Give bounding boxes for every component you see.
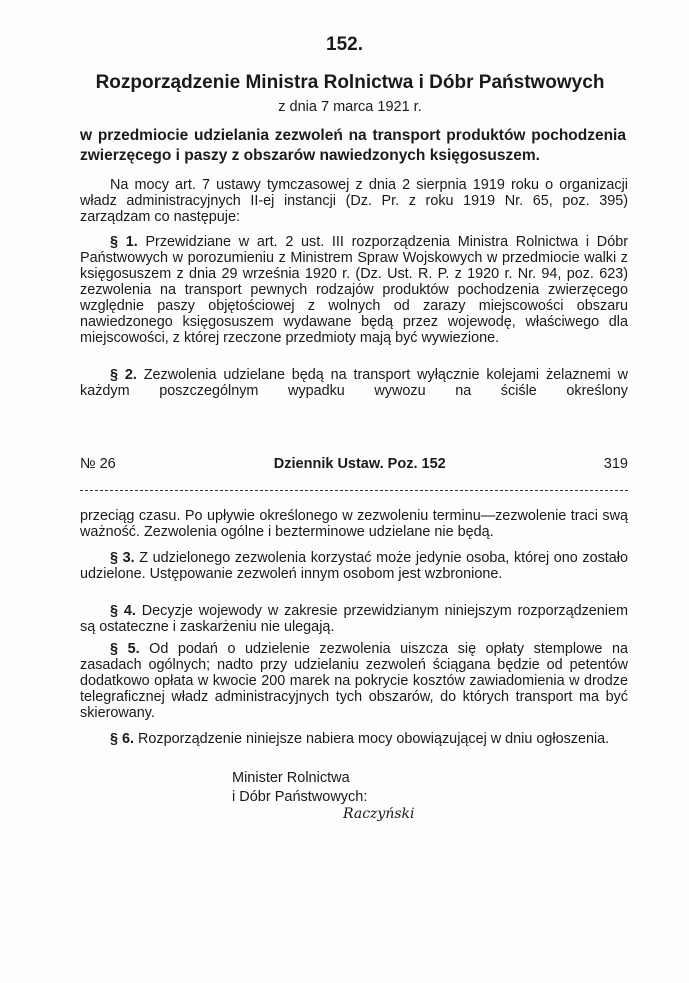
section-3-mark: § 3. [110,550,135,566]
signatory-title-1: Minister Rolnictwa [232,770,350,786]
section-6-text: Rozporządzenie niniejsze nabiera mocy obowiązującej w dniu ogłoszenia. [138,731,610,747]
section-3-text: Z udzielonego zezwolenia korzystać może jedynie osoba, której ono zostało udzielone. Ustępowanie zezwoleń innym osobom jest wzbronione. [80,550,628,582]
section-4 [80,603,628,635]
section-1-text: Przewidziane w art. 2 ust. III rozporządzenia Ministra Rolnictwa i Dóbr Państwowych w porozumieniu z Ministrem Spraw Wojskowych w przedmiocie walki z księgosuszem z dnia 29 września 1920 r. (Dz. Ust. R. P. z 1920 r. Nr. 94, poz. 623) zezwolenia na transport pewnych rodzajów produktów pochodzenia zwierzęcego względnie paszy objętościowej z wolnych od zarazy miejscowości obszaru nawiedzonego księgosuszem wydawane będą przez wojewodę, właściwego dla miejscowości, z której rzeczone przedmioty mają być wywiezione. [80,234,628,346]
signatory-title-2: i Dóbr Państwowych: [232,789,368,805]
footer-divider [80,490,628,491]
page-footer [80,456,628,472]
document-number: 152. [326,34,363,55]
intro-text: Na mocy art. 7 ustawy tymczasowej z dnia 2 sierpnia 1919 roku o organizacji władz administracyjnych II-ej instancji (Dz. Pr. z roku 1919 Nr. 65, poz. 395) zarządzam co następuje: [80,177,628,225]
section-2-text-b: przeciąg czasu. Po upływie określonego w zezwoleniu terminu—zezwolenie traci swą ważność. Zezwolenia ogólne i bezterminowe udzielane nie będą. [80,508,628,540]
document-date: z dnia 7 marca 1921 r. [278,99,422,115]
section-3 [80,550,628,582]
signatory-name: Raczyński [343,806,415,822]
section-4-mark: § 4. [110,603,136,619]
document-subject: w przedmiocie udzielania zezwoleń na transport produktów pochodzenia zwierzęcego i paszy z obszarów nawiedzonych księgosuszem. [80,127,626,164]
section-5 [80,641,628,721]
section-5-text: Od podań o udzielenie zezwolenia uiszcza się opłaty stemplowe na zasadach ogólnych; nadto przy udzielaniu zezwoleń ściągana będzie od petentów dodatkowo opłata w kwocie 200 marek na pokrycie kosztów zawiadomienia w drodze telegraficznej władz administracyjnych tych obszarów, do których transport ma być skierowany. [80,641,628,721]
document-title: Rozporządzenie Ministra Rolnictwa i Dóbr Państwowych [95,72,605,93]
section-2-mark: § 2. [110,367,137,383]
section-5-mark: § 5. [110,641,140,657]
section-6 [80,731,628,747]
section-2-text-a: Zezwolenia udzielane będą na transport wyłącznie kolejami żelaznemi w każdym poszczególnym wypadku wywozu na ściśle określony [80,367,628,399]
section-1 [80,234,628,346]
journal-reference: Dziennik Ustaw. Poz. 152 [273,456,446,472]
section-2-part-2 [80,508,628,540]
section-1-mark: § 1. [110,234,138,250]
section-4-text: Decyzje wojewody w zakresie przewidzianym niniejszym rozporządzeniem są ostateczne i zaskarżeniu nie ulegają. [80,603,628,635]
issue-number: № 26 [80,456,116,472]
section-2-part-1 [80,367,628,399]
section-6-mark: § 6. [110,731,135,747]
intro-paragraph [80,177,628,225]
page-number: 319 [603,456,628,472]
